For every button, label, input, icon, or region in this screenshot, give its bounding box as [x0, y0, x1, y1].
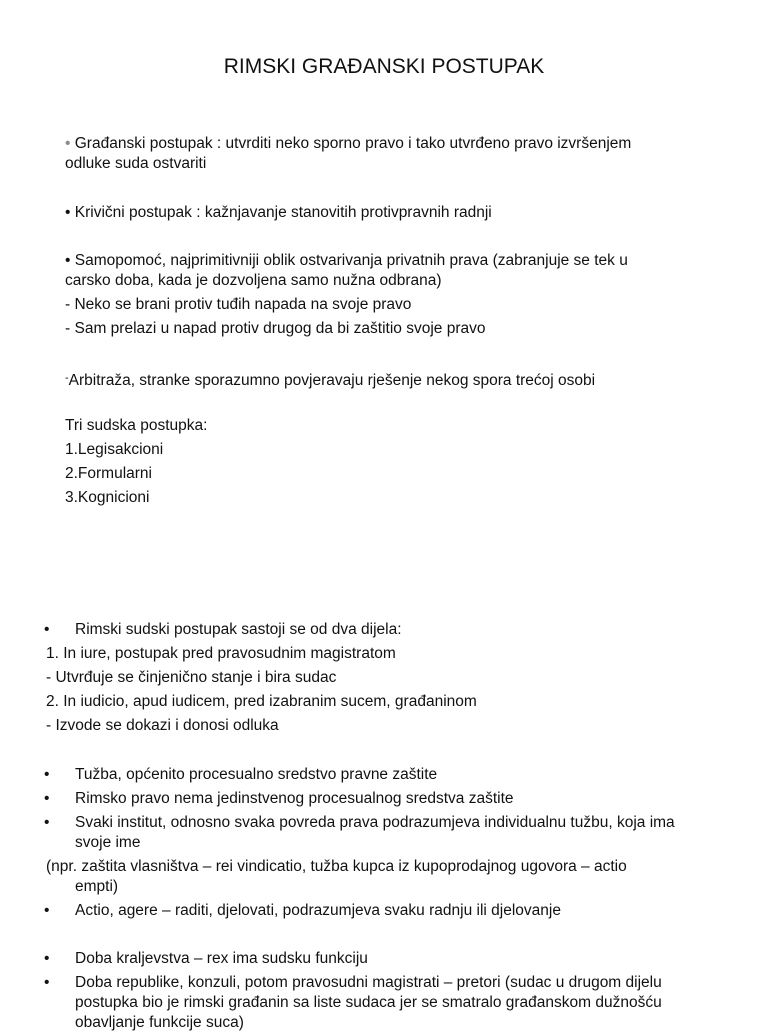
dash-icon: -	[65, 296, 71, 313]
list-item: svoje ime	[75, 834, 141, 851]
krivicni-text: Krivični postupak : kažnjavanje stanovitih protivpravnih radnji	[74, 204, 492, 221]
list-item: - Izvode se dokazi i donosi odluka	[46, 717, 279, 734]
page-title: RIMSKI GRAĐANSKI POSTUPAK	[223, 55, 545, 78]
list-item: 1. In iure, postupak pred pravosudnim magistratom	[46, 645, 396, 662]
gradjanski-text-line2: odluke suda ostvariti	[65, 155, 207, 172]
arbitraza-text: Arbitraža, stranke sporazumno povjeravaju rješenje nekog spora trećoj osobi	[68, 372, 596, 389]
list-item: Tužba, općenito procesualno sredstvo pravne zaštite	[75, 766, 438, 783]
bullet-icon: •	[65, 204, 71, 221]
samopomoc-sub-item	[65, 295, 411, 315]
samopomoc-sub2-text: Sam prelazi u napad protiv drugog da bi zaštitio svoje pravo	[74, 320, 486, 337]
dash-icon: -	[65, 320, 71, 337]
tri-postupka-item: 3.Kognicioni	[65, 489, 150, 506]
tri-postupka-item: 1.Legisakcioni	[65, 441, 164, 458]
list-item: obavljanje funkcije suca)	[75, 1014, 244, 1031]
samopomoc-sub-item	[65, 319, 485, 339]
list-item: (npr. zaštita vlasništva – rei vindicatio, tužba kupca iz kupoprodajnog ugovora – actio	[46, 858, 627, 875]
list-item: - Utvrđuje se činjenično stanje i bira sudac	[46, 669, 337, 686]
list-item: Doba kraljevstva – rex ima sudsku funkciju	[75, 950, 368, 967]
bullet-icon: •	[44, 814, 50, 831]
list-item: Actio, agere – raditi, djelovati, podrazumjeva svaku radnju ili djelovanje	[75, 902, 561, 919]
bullet-icon: •	[65, 252, 71, 269]
arbitraza-item	[65, 368, 595, 391]
bullet-icon: •	[44, 902, 50, 919]
bullet-icon: •	[44, 950, 50, 967]
bullet-icon: •	[44, 790, 50, 807]
dash-icon: -	[65, 372, 69, 384]
tri-postupka-heading: Tri sudska postupka:	[65, 417, 208, 434]
bullet-icon: •	[44, 974, 50, 991]
bullet-icon: •	[44, 766, 50, 783]
list-item: Doba republike, konzuli, potom pravosudni magistrati – pretori (sudac u drugom dijelu	[75, 974, 662, 991]
bullet-krivicni	[65, 203, 492, 223]
list-item: empti)	[75, 878, 119, 895]
gradjanski-text-line1: Građanski postupak : utvrditi neko sporno pravo i tako utvrđeno pravo izvršenjem	[74, 135, 632, 152]
samopomoc-sub1-text: Neko se brani protiv tuđih napada na svoje pravo	[74, 296, 412, 313]
list-item: postupka bio je rimski građanin sa liste sudaca jer se smatralo građanskom dužnošću	[75, 994, 662, 1011]
tri-postupka-item: 2.Formularni	[65, 465, 152, 482]
bullet-icon: •	[44, 621, 50, 638]
list-item: Rimsko pravo nema jedinstvenog procesualnog sredstva zaštite	[75, 790, 514, 807]
list-item: 2. In iudicio, apud iudicem, pred izabranim sucem, građaninom	[46, 693, 477, 710]
list-item: Svaki institut, odnosno svaka povreda prava podrazumjeva individualnu tužbu, koja ima	[75, 814, 675, 831]
list-item: Rimski sudski postupak sastoji se od dva dijela:	[75, 621, 402, 638]
samopomoc-text-line1: Samopomoć, najprimitivniji oblik ostvarivanja privatnih prava (zabranjuje se tek u	[74, 252, 628, 269]
bullet-icon: •	[65, 135, 71, 152]
bullet-gradjanski	[65, 134, 631, 154]
samopomoc-text-line2: carsko doba, kada je dozvoljena samo nužna odbrana)	[65, 272, 442, 289]
bullet-samopomoc	[65, 251, 628, 271]
